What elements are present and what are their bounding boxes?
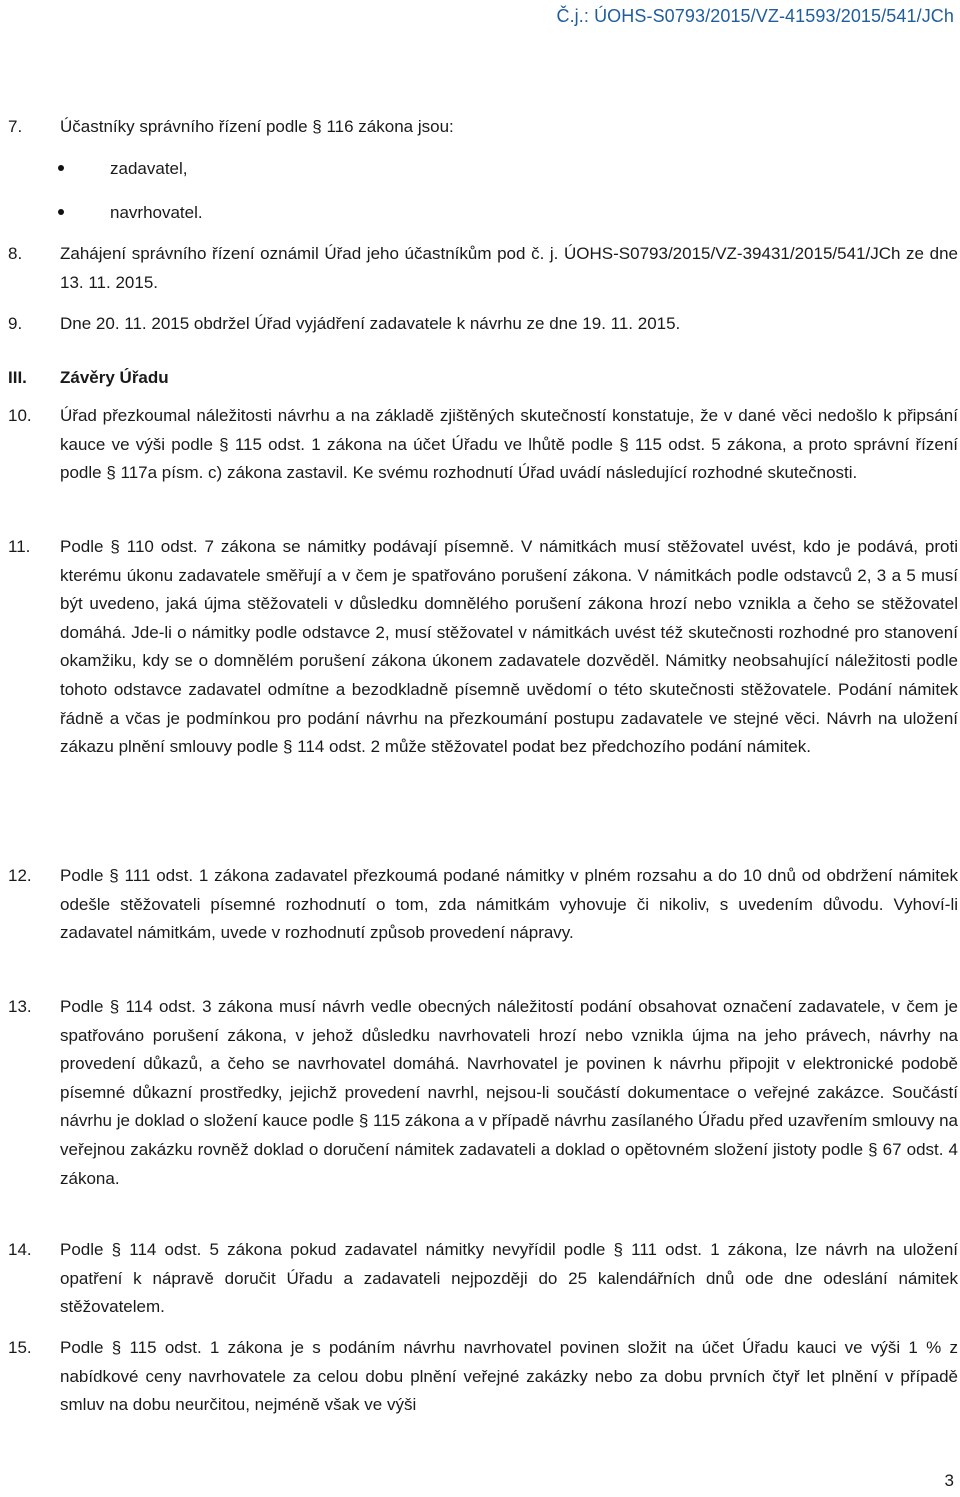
bullet-icon: [58, 165, 64, 171]
paragraph-text: Podle § 110 odst. 7 zákona se námitky podávají písemně. V námitkách musí stěžovatel uvést, kdo je podává, proti kterému úkonu zadavatele směřují a v čem je spatřováno porušení zákona. V námitkách podle odstavců 2, 3 a 5 musí být uvedeno, jaká újma stěžovateli v důsledku domnělého porušení zákona hrozí nebo vznikla a čeho se stěžovatel domáhá. Jde-li o námitky podle odstavce 2, musí stěžovatel v námitkách uvést též skutečnosti rozhodné pro stanovení okamžiku, kdy se o domnělém porušení zákona úkonem zadavatele dozvěděl. Námitky neobsahující náležitosti podle tohoto odstavce zadavatel odmítne a bezodkladně písemně uvědomí o této skutečnosti stěžovatele. Podání námitek řádně a včas je podmínkou pro podání návrhu na přezkoumání postupu zadavatele ve stejné věci. Návrh na uložení zákazu plnění smlouvy podle § 114 odst. 2 může stěžovatel podat bez předchozího podání námitek.: [60, 537, 958, 757]
bullet-text: navrhovatel.: [110, 203, 203, 222]
paragraph-12: [8, 862, 958, 948]
paragraph-13: [8, 993, 958, 1193]
paragraph-text: Úřad přezkoumal náležitosti návrhu a na základě zjištěných skutečností konstatuje, že v dané věci nedošlo k připsání kauce ve výši podle § 115 odst. 1 zákona na účet Úřadu ve lhůtě podle § 115 odst. 5 zákona, a proto správní řízení podle § 117a písm. c) zákona zastavil. Ke svému rozhodnutí Úřad uvádí následující rozhodné skutečnosti.: [60, 406, 958, 483]
paragraph-text: Podle § 114 odst. 5 zákona pokud zadavatel námitky nevyřídil podle § 111 odst. 1 zákona, lze návrh na uložení opatření k nápravě doručit Úřadu a zadavateli nejpozději do 25 kalendářních dnů ode dne odeslání námitek stěžovatelem.: [60, 1240, 958, 1317]
paragraph-number: 13.: [8, 997, 32, 1016]
paragraph-8: [8, 240, 958, 297]
bullet-item: [58, 155, 188, 183]
paragraph-number: 9.: [8, 314, 23, 333]
paragraph-text: Dne 20. 11. 2015 obdržel Úřad vyjádření zadavatele k návrhu ze dne 19. 11. 2015.: [60, 314, 681, 333]
paragraph-number: 12.: [8, 866, 32, 885]
paragraph-9: [8, 310, 958, 339]
bullet-icon: [58, 209, 64, 215]
paragraph-14: [8, 1236, 958, 1322]
section-heading: [8, 364, 169, 392]
section-number: III.: [8, 368, 27, 387]
page-number: 3: [944, 1471, 954, 1490]
paragraph-number: 7.: [8, 117, 23, 136]
paragraph-number: 10.: [8, 406, 32, 425]
paragraph-text: Podle § 114 odst. 3 zákona musí návrh vedle obecných náležitostí podání obsahovat označení zadavatele, v čem je spatřováno porušení zákona, v jehož důsledku navrhovateli hrozí nebo vznikla újma na jeho právech, návrhy na provedení důkazů, a čeho se navrhovatel domáhá. Navrhovatel je povinen k návrhu připojit v elektronické podobě písemné důkazní prostředky, jejichž provedení navrhl, nejsou-li součástí dokumentace o veřejné zakázce. Součástí návrhu je doklad o složení kauce podle § 115 zákona a v případě návrhu zasílaného Úřadu před uzavřením smlouvy na veřejnou zakázku rovněž doklad o doručení námitek zadavateli a doklad o opětovném složení jistoty podle § 67 odst. 4 zákona.: [60, 997, 958, 1188]
paragraph-15: [8, 1334, 958, 1420]
paragraph-number: 8.: [8, 244, 23, 263]
paragraph-text: Podle § 111 odst. 1 zákona zadavatel přezkoumá podané námitky v plném rozsahu a do 10 dnů od obdržení námitek odešle stěžovateli písemné rozhodnutí o tom, zda námitkám vyhovuje či nikoliv, s uvedením důvodu. Vyhoví-li zadavatel námitkám, uvede v rozhodnutí způsob provedení nápravy.: [60, 866, 958, 943]
paragraph-text: Podle § 115 odst. 1 zákona je s podáním návrhu navrhovatel povinen složit na účet Úřadu kauci ve výši 1 % z nabídkové ceny navrhovatele za celou dobu plnění veřejné zakázky nebo za dobu prvních čtyř let plnění v případě smluv na dobu neurčitou, nejméně však ve výši: [60, 1338, 958, 1415]
paragraph-number: 15.: [8, 1338, 32, 1357]
document-reference: Č.j.: ÚOHS-S0793/2015/VZ-41593/2015/541/JCh: [556, 6, 954, 26]
paragraph-10: [8, 402, 958, 488]
bullet-item: [58, 199, 203, 227]
paragraph-text: Zahájení správního řízení oznámil Úřad jeho účastníkům pod č. j. ÚOHS-S0793/2015/VZ-39431/2015/541/JCh ze dne 13. 11. 2015.: [60, 244, 958, 292]
paragraph-number: 11.: [8, 537, 31, 556]
paragraph-7: [8, 113, 958, 142]
paragraph-number: 14.: [8, 1240, 32, 1259]
paragraph-11: [8, 533, 958, 762]
section-title: Závěry Úřadu: [60, 368, 169, 387]
bullet-text: zadavatel,: [110, 159, 188, 178]
paragraph-text: Účastníky správního řízení podle § 116 zákona jsou:: [60, 117, 454, 136]
